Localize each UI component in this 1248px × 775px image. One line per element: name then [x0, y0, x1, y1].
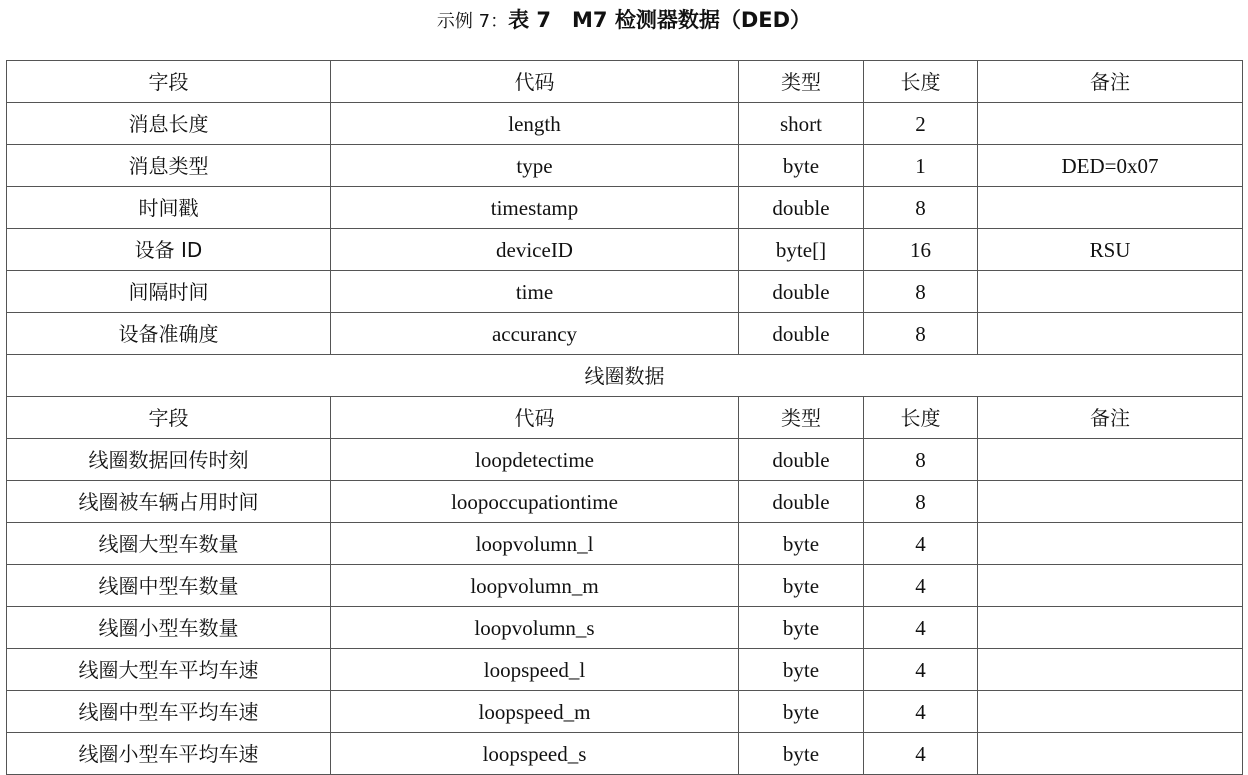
table-row	[7, 565, 1243, 607]
cell-field: 线圈被车辆占用时间	[7, 481, 331, 523]
cell-length: 4	[864, 523, 978, 565]
header-row	[7, 61, 1243, 103]
header-field: 字段	[7, 61, 331, 103]
cell-field: 线圈数据回传时刻	[7, 439, 331, 481]
cell-code: loopdetectime	[331, 439, 739, 481]
loop-header-row	[7, 397, 1243, 439]
cell-type: double	[739, 187, 864, 229]
header-note: 备注	[978, 397, 1243, 439]
cell-length: 8	[864, 271, 978, 313]
cell-note	[978, 691, 1243, 733]
cell-type: double	[739, 313, 864, 355]
cell-length: 1	[864, 145, 978, 187]
section-title: 线圈数据	[7, 355, 1243, 397]
cell-length: 8	[864, 481, 978, 523]
cell-length: 8	[864, 439, 978, 481]
header-type: 类型	[739, 397, 864, 439]
header-note: 备注	[978, 61, 1243, 103]
cell-field: 线圈中型车数量	[7, 565, 331, 607]
cell-note	[978, 523, 1243, 565]
cell-note	[978, 187, 1243, 229]
table-row	[7, 313, 1243, 355]
cell-code: type	[331, 145, 739, 187]
cell-type: double	[739, 439, 864, 481]
cell-field: 线圈中型车平均车速	[7, 691, 331, 733]
cell-length: 2	[864, 103, 978, 145]
table-row	[7, 607, 1243, 649]
cell-field: 时间戳	[7, 187, 331, 229]
table-body	[7, 61, 1243, 775]
cell-code: loopvolumn_m	[331, 565, 739, 607]
table-caption	[0, 4, 1248, 36]
table-row	[7, 481, 1243, 523]
cell-code: loopoccupationtime	[331, 481, 739, 523]
cell-code: timestamp	[331, 187, 739, 229]
cell-code: deviceID	[331, 229, 739, 271]
cell-length: 4	[864, 691, 978, 733]
header-code: 代码	[331, 397, 739, 439]
cell-length: 4	[864, 733, 978, 775]
cell-code: loopvolumn_l	[331, 523, 739, 565]
cell-code: loopvolumn_s	[331, 607, 739, 649]
cell-type: byte	[739, 649, 864, 691]
header-length: 长度	[864, 61, 978, 103]
caption-title: 表 7 M7 检测器数据（DED）	[508, 8, 812, 32]
cell-type: byte	[739, 145, 864, 187]
table-row	[7, 145, 1243, 187]
cell-length: 8	[864, 187, 978, 229]
cell-code: time	[331, 271, 739, 313]
cell-type: short	[739, 103, 864, 145]
detector-data-table	[6, 60, 1243, 775]
cell-note	[978, 565, 1243, 607]
cell-type: byte	[739, 607, 864, 649]
caption-prefix: 示例 7：	[436, 11, 509, 32]
cell-code: loopspeed_m	[331, 691, 739, 733]
cell-code: loopspeed_l	[331, 649, 739, 691]
cell-note	[978, 607, 1243, 649]
cell-type: byte	[739, 523, 864, 565]
cell-type: byte	[739, 565, 864, 607]
cell-field: 消息类型	[7, 145, 331, 187]
header-code: 代码	[331, 61, 739, 103]
header-field: 字段	[7, 397, 331, 439]
table-row	[7, 229, 1243, 271]
header-type: 类型	[739, 61, 864, 103]
cell-type: byte	[739, 691, 864, 733]
table-row	[7, 523, 1243, 565]
cell-note	[978, 733, 1243, 775]
cell-note	[978, 439, 1243, 481]
table-row	[7, 649, 1243, 691]
cell-code: accurancy	[331, 313, 739, 355]
cell-field: 间隔时间	[7, 271, 331, 313]
cell-type: byte[]	[739, 229, 864, 271]
cell-type: double	[739, 271, 864, 313]
table-row	[7, 271, 1243, 313]
table-row	[7, 439, 1243, 481]
cell-field: 线圈大型车平均车速	[7, 649, 331, 691]
header-length: 长度	[864, 397, 978, 439]
cell-note	[978, 313, 1243, 355]
section-row	[7, 355, 1243, 397]
cell-length: 4	[864, 565, 978, 607]
cell-field: 线圈小型车平均车速	[7, 733, 331, 775]
cell-field: 设备 ID	[7, 229, 331, 271]
cell-length: 8	[864, 313, 978, 355]
table-row	[7, 187, 1243, 229]
cell-code: length	[331, 103, 739, 145]
table-row	[7, 103, 1243, 145]
cell-length: 4	[864, 607, 978, 649]
cell-field: 线圈小型车数量	[7, 607, 331, 649]
cell-note: DED=0x07	[978, 145, 1243, 187]
table-row	[7, 691, 1243, 733]
cell-field: 线圈大型车数量	[7, 523, 331, 565]
cell-type: byte	[739, 733, 864, 775]
cell-field: 设备准确度	[7, 313, 331, 355]
cell-length: 4	[864, 649, 978, 691]
cell-field: 消息长度	[7, 103, 331, 145]
cell-code: loopspeed_s	[331, 733, 739, 775]
cell-note	[978, 481, 1243, 523]
cell-note	[978, 271, 1243, 313]
cell-type: double	[739, 481, 864, 523]
cell-length: 16	[864, 229, 978, 271]
table-row	[7, 733, 1243, 775]
cell-note	[978, 103, 1243, 145]
cell-note	[978, 649, 1243, 691]
cell-note: RSU	[978, 229, 1243, 271]
